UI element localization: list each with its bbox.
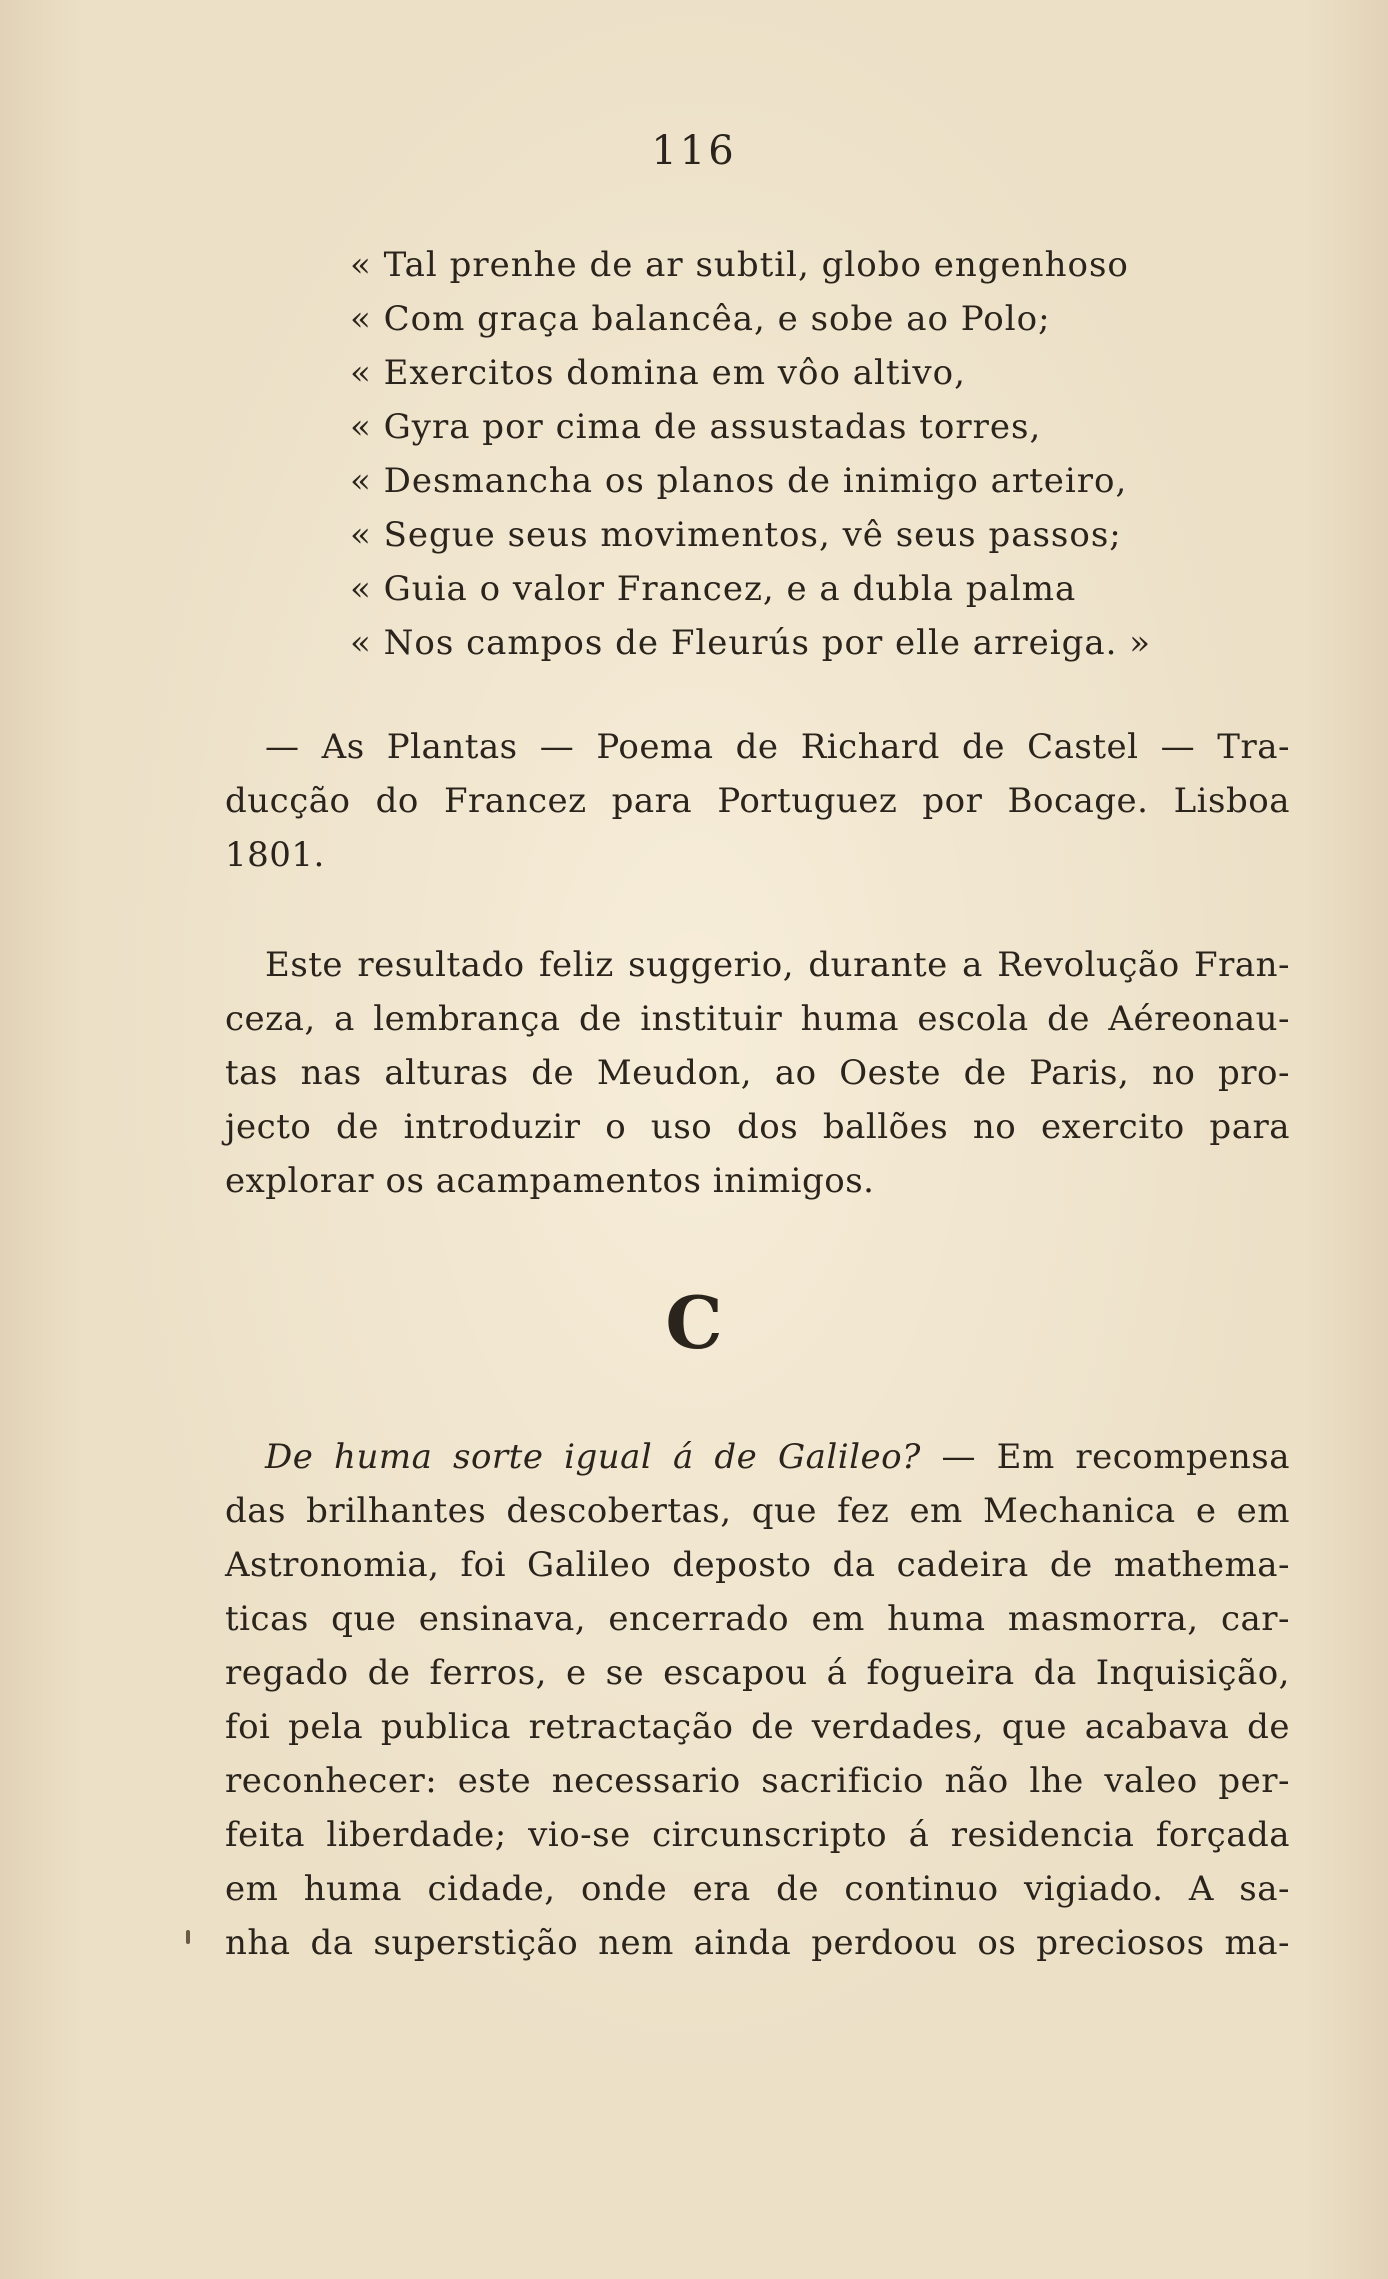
- text-line: ticas que ensinava, encerrado em huma masmorra, car-: [225, 1599, 1290, 1639]
- poem-line: « Exercitos domina em vôo altivo,: [350, 353, 966, 393]
- text-line: Este resultado feliz suggerio, durante a Revolução Fran-: [265, 945, 1290, 985]
- section-heading: C: [665, 1280, 723, 1365]
- poem-line: « Desmancha os planos de inimigo arteiro,: [350, 461, 1128, 501]
- text-line: explorar os acampamentos inimigos.: [225, 1161, 875, 1201]
- text-line: reconhecer: este necessario sacrificio não lhe valeo per-: [225, 1761, 1290, 1801]
- page-number: 116: [651, 128, 737, 174]
- paragraph: [225, 1430, 1290, 1970]
- poem-line: « Nos campos de Fleurús por elle arreiga. »: [350, 623, 1152, 663]
- text-line: em huma cidade, onde era de continuo vigiado. A sa-: [225, 1869, 1290, 1909]
- poem-line: « Segue seus movimentos, vê seus passos;: [350, 515, 1122, 555]
- text-line: 1801.: [225, 835, 325, 875]
- question-text: De huma sorte igual á de Galileo?: [265, 1437, 921, 1477]
- paragraph: [225, 938, 1290, 1208]
- text-line: feita liberdade; vio-se circunscripto á residencia forçada: [225, 1815, 1290, 1855]
- text-line: nha da superstição nem ainda perdoou os preciosos ma-: [225, 1923, 1290, 1963]
- ink-speck: [186, 1930, 190, 1944]
- text-line: — As Plantas — Poema de Richard de Castel — Tra-: [265, 727, 1290, 767]
- poem-line: « Gyra por cima de assustadas torres,: [350, 407, 1042, 447]
- text-line: [225, 1430, 1290, 1484]
- citation: [225, 720, 1290, 882]
- text-line: regado de ferros, e se escapou á fogueira da Inquisição,: [225, 1653, 1290, 1693]
- poem-line: « Tal prenhe de ar subtil, globo engenhoso: [350, 245, 1129, 285]
- text-fragment: — Em recompensa: [941, 1437, 1290, 1477]
- poem-quotation: [350, 238, 1290, 670]
- text-line: tas nas alturas de Meudon, ao Oeste de Paris, no pro-: [225, 1053, 1290, 1093]
- text-line: jecto de introduzir o uso dos ballões no exercito para: [225, 1107, 1290, 1147]
- text-line: foi pela publica retractação de verdades, que acabava de: [225, 1707, 1290, 1747]
- text-line: Astronomia, foi Galileo deposto da cadeira de mathema-: [225, 1545, 1290, 1585]
- text-line: ducção do Francez para Portuguez por Bocage. Lisboa: [225, 781, 1290, 821]
- text-line: ceza, a lembrança de instituir huma escola de Aéreonau-: [225, 999, 1290, 1039]
- text-line: das brilhantes descobertas, que fez em Mechanica e em: [225, 1491, 1290, 1531]
- poem-line: « Guia o valor Francez, e a dubla palma: [350, 569, 1077, 609]
- poem-line: « Com graça balancêa, e sobe ao Polo;: [350, 299, 1051, 339]
